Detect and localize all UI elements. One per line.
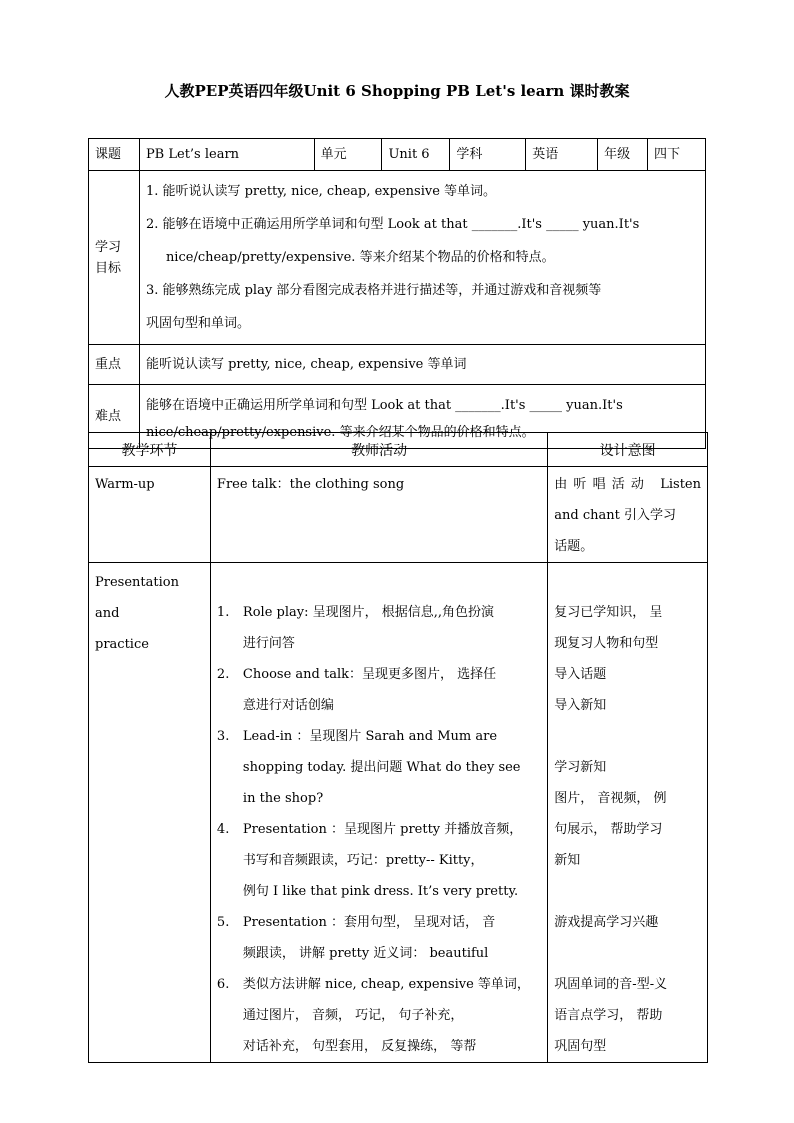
difficult-line-1: 能够在语境中正确运用所学单词和句型 Look at that _______.It's _____ yuan.It's xyxy=(145,398,623,413)
intent-line: 图片， 音视频， 例 xyxy=(554,791,667,806)
warmup-stage: Warm-up xyxy=(89,467,211,563)
intent-line xyxy=(554,938,701,969)
activity-list xyxy=(217,597,541,1062)
teaching-process-table xyxy=(88,432,708,1063)
warmup-intent xyxy=(548,467,708,563)
header-design-intent: 设计意图 xyxy=(548,433,708,467)
presentation-stage xyxy=(89,563,211,1063)
subject-label: 学科 xyxy=(450,139,526,171)
activity-item-1: 1. Role play: 呈现图片， 根据信息,,角色扮演 进行问答 xyxy=(216,605,495,651)
goal-line-3: nice/cheap/pretty/expensive. 等来介绍某个物品的价格和特点。 xyxy=(165,250,555,265)
unit-label: 单元 xyxy=(314,139,382,171)
difficult-line-2: nice/cheap/pretty/expensive. 等来介绍某个物品的价格和特点。 xyxy=(145,425,535,440)
grade-value: 四下 xyxy=(648,139,706,171)
warmup-activity: Free talk：the clothing song xyxy=(210,467,547,563)
topic-value: PB Let’s learn xyxy=(139,139,314,171)
intent-line: 巩固句型 xyxy=(554,1039,607,1054)
goals-label: 学习目标 xyxy=(89,171,140,345)
key-points-label: 重点 xyxy=(89,345,140,385)
intent-line xyxy=(554,721,701,752)
intent-line: 句展示， 帮助学习 xyxy=(554,822,663,837)
subject-value: 英语 xyxy=(526,139,598,171)
goals-content xyxy=(139,171,705,345)
activity-item-2: 2. Choose and talk：呈现更多图片， 选择任 意进行对话创编 xyxy=(216,667,497,713)
intent-line: 复习已学知识， 呈 xyxy=(554,605,663,620)
goal-line-1: 1. 能听说认读写 pretty, nice, cheap, expensive 等单词。 xyxy=(145,184,497,199)
grade-label: 年级 xyxy=(598,139,648,171)
unit-value: Unit 6 xyxy=(382,139,450,171)
activity-item-4: 4. Presentation ：呈现图片 pretty 并播放音频， 书写和音频跟读，巧记：pretty-- Kitty， 例句 I like that pink dress. It’s very pretty. xyxy=(216,822,523,899)
intent-line: 语言点学习， 帮助 xyxy=(554,1008,663,1023)
header-teacher-activity: 教师活动 xyxy=(210,433,547,467)
intent-line: 游戏提高学习兴趣 xyxy=(554,915,659,930)
difficult-label: 难点 xyxy=(89,385,140,449)
intent-line: 学习新知 xyxy=(554,760,607,775)
presentation-stage-line-1: Presentation and xyxy=(95,575,179,621)
activity-item-3: 3. Lead-in ：呈现图片 Sarah and Mum are shopping today. 提出问题 What do they see in the shop? xyxy=(216,729,521,806)
activity-item-5: 5. Presentation ：套用句型， 呈现对话， 音 频跟读， 讲解 pretty 近义词： beautiful xyxy=(216,915,496,961)
warmup-intent-line-2: and chant 引入学习 xyxy=(554,508,677,523)
goal-line-4: 3. 能够熟练完成 play 部分看图完成表格并进行描述等，并通过游戏和音视频等 xyxy=(145,283,602,298)
intent-line: 新知 xyxy=(554,853,581,868)
key-points-text: 能听说认读写 pretty, nice, cheap, expensive 等单词 xyxy=(139,345,705,385)
warmup-intent-line-3: 话题。 xyxy=(554,539,594,554)
intent-line: 导入话题 xyxy=(554,667,607,682)
goal-line-2: 2. 能够在语境中正确运用所学单词和句型 Look at that _______.It's _____ yuan.It's xyxy=(145,217,640,232)
page-title: 人教PEP英语四年级Unit 6 Shopping PB Let's learn 课时教案 xyxy=(164,82,630,100)
activity-item-6: 6. 类似方法讲解 nice, cheap, expensive 等单词， 通过图片， 音频， 巧记， 句子补充， 对话补充， 句型套用， 反复操练， 等帮 xyxy=(216,977,530,1054)
header-stage: 教学环节 xyxy=(89,433,211,467)
presentation-stage-line-2: practice xyxy=(95,637,149,652)
intent-line xyxy=(554,876,701,907)
warmup-intent-line-1: 由听唱活动 Listen xyxy=(554,477,701,492)
intent-line: 巩固单词的音-型-义 xyxy=(554,977,668,992)
presentation-intent xyxy=(548,563,708,1063)
presentation-activities xyxy=(210,563,547,1063)
intent-line: 现复习人物和句型 xyxy=(554,636,659,651)
lesson-info-table xyxy=(88,138,706,449)
goal-line-5: 巩固句型和单词。 xyxy=(145,316,250,331)
intent-line: 导入新知 xyxy=(554,698,607,713)
topic-label: 课题 xyxy=(89,139,140,171)
